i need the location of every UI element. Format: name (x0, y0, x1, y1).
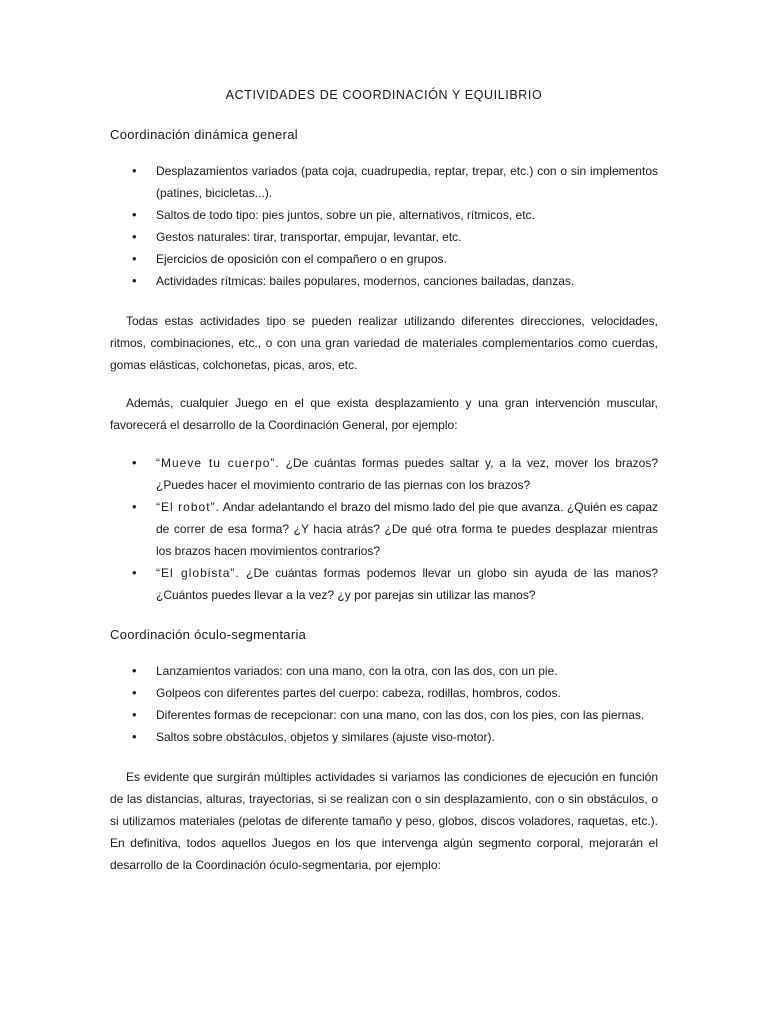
paragraph: Todas estas actividades tipo se pueden realizar utilizando diferentes direcciones, velocidades, ritmos, combinaciones, etc., o con una gran variedad de materiales complementarios como cuerdas, gomas elásticas, colchonetas, picas, aros, etc. (110, 314, 658, 372)
game-name: “Mueve tu cuerpo”. (156, 456, 280, 470)
dinamica-list (110, 160, 658, 292)
list-item: • Desplazamientos variados (pata coja, cuadrupedia, reptar, trepar, etc.) con o sin implementos (patines, bicicletas...). (110, 160, 658, 204)
game-description: Andar adelantando el brazo del mismo lado del pie que avanza. ¿Quién es capaz de correr de esa forma? ¿Y hacia atrás? ¿De qué otra forma te puedes desplazar mientras los brazos hacen movimientos contrarios? (156, 500, 658, 558)
game-item (110, 562, 658, 606)
document-title: ACTIVIDADES DE COORDINACIÓN Y EQUILIBRIO (225, 88, 543, 102)
section-heading-coordinacion-dinamica: Coordinación dinámica general (110, 127, 298, 142)
list-item: • Gestos naturales: tirar, transportar, empujar, levantar, etc. (110, 226, 658, 248)
list-item: • Golpeos con diferentes partes del cuerpo: cabeza, rodillas, hombros, codos. (110, 682, 658, 704)
oculo-list (110, 660, 658, 748)
paragraph: Además, cualquier Juego en el que exista desplazamiento y una gran intervención muscular, favorecerá el desarrollo de la Coordinación General, por ejemplo: (110, 396, 658, 432)
paragraph: Es evidente que surgirán múltiples actividades si variamos las condiciones de ejecución en función de las distancias, alturas, trayectorias, si se realizan con o sin desplazamiento, con o sin obstáculos, o si utilizamos materiales (pelotas de diferente tamaño y peso, globos, discos voladores, raquetas, etc.). En definitiva, todos aquellos Juegos en los que intervenga algún segmento corporal, mejorarán el desarrollo de la Coordinación óculo-segmentaria, por ejemplo: (110, 770, 658, 872)
game-name: “El globista”. (156, 566, 240, 580)
list-item: • Ejercicios de oposición con el compañero o en grupos. (110, 248, 658, 270)
game-description: ¿De cuántas formas podemos llevar un globo sin ayuda de las manos? ¿Cuántos puedes llevar a la vez? ¿y por parejas sin utilizar las manos? (156, 566, 658, 602)
list-item: • Saltos sobre obstáculos, objetos y similares (ajuste viso-motor). (110, 726, 658, 748)
games-list (110, 452, 658, 606)
section-heading-coordinacion-oculo: Coordinación óculo-segmentaria (110, 627, 307, 642)
list-item: • Actividades rítmicas: bailes populares, modernos, canciones bailadas, danzas. (110, 270, 658, 292)
game-name: “El robot”. (156, 500, 220, 514)
list-item: • Diferentes formas de recepcionar: con una mano, con las dos, con los pies, con las piernas. (110, 704, 658, 726)
game-description: ¿De cuántas formas puedes saltar y, a la vez, mover los brazos? ¿Puedes hacer el movimiento contrario de las piernas con los brazos? (156, 456, 658, 492)
list-item: • Lanzamientos variados: con una mano, con la otra, con las dos, con un pie. (110, 660, 658, 682)
list-item: • Saltos de todo tipo: pies juntos, sobre un pie, alternativos, rítmicos, etc. (110, 204, 658, 226)
game-item (110, 496, 658, 562)
game-item (110, 452, 658, 496)
